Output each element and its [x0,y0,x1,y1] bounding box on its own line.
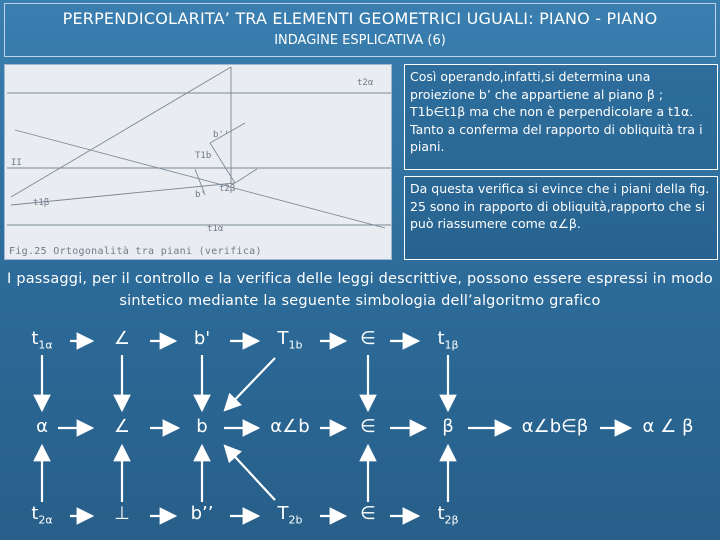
sym-in-2: ∈ [360,416,376,437]
sym-t2b: $t_{2\beta}$ [437,503,459,527]
sym-b: b [196,416,208,437]
sym-b1: b' [193,328,211,349]
sym-in-1: ∈ [360,328,376,349]
label-t1a: t1α [207,224,224,234]
sym-angle-2: ∠ [113,416,131,437]
sym-alpha: α [36,416,48,437]
sym-in-3: ∈ [360,503,376,524]
label-t2b: t2β [219,184,236,194]
label-II: II [11,158,22,168]
arrow-diag-1 [225,358,275,410]
sym-angle-1: ∠ [113,328,131,349]
sym-T2b: $T_{2b}$ [277,503,303,527]
note-text-2: Da questa verifica si evince che i piani della fig. 25 sono in rapporto di obliquità,rapporto che si può riassumere come α∠β. [410,181,710,231]
arrow-diag-2 [225,446,275,500]
note-text-1: Così operando,infatti,si determina una proiezione b’ che appartiene al piano β ; T1b∈t1β ma che non è perpendicolare a t1α. Tanto a conferma del rapporto di obliquità tra i piani. [410,69,703,154]
intro-text: I passaggi, per il controllo e la verifica delle leggi descrittive, possono essere espressi in modo sintetico mediante la seguente simbologia dell’algoritmo grafico [7,271,713,309]
label-b2: b'' [213,130,230,140]
sym-result: α ∠ β [642,416,694,437]
slide-title: PERPENDICOLARITA’ TRA ELEMENTI GEOMETRICI UGUALI: PIANO - PIANO [62,9,658,28]
sym-b2: b’’ [190,503,214,524]
sym-t1a: $t_{1\alpha}$ [31,328,53,352]
label-b1: b' [195,190,206,200]
slide-subtitle: INDAGINE ESPLICATIVA (6) [274,33,446,48]
label-t1b: t1β [33,198,50,208]
label-T1b: T1b [195,151,212,161]
sym-perp: ⊥ [114,503,130,524]
sym-t1b: $t_{1\beta}$ [437,328,459,352]
sym-T1b: $T_{1b}$ [277,328,303,352]
label-t2a: t2α [357,78,374,88]
figure-caption: Fig.25 Ortogonalità tra piani (verifica) [9,246,262,257]
sym-alpha-angle-b-in-beta: α∠b∈β [521,416,589,437]
sym-alpha-angle-b: α∠b [270,416,310,437]
sym-t2a: $t_{2\alpha}$ [31,503,53,527]
sym-beta: β [442,416,454,437]
